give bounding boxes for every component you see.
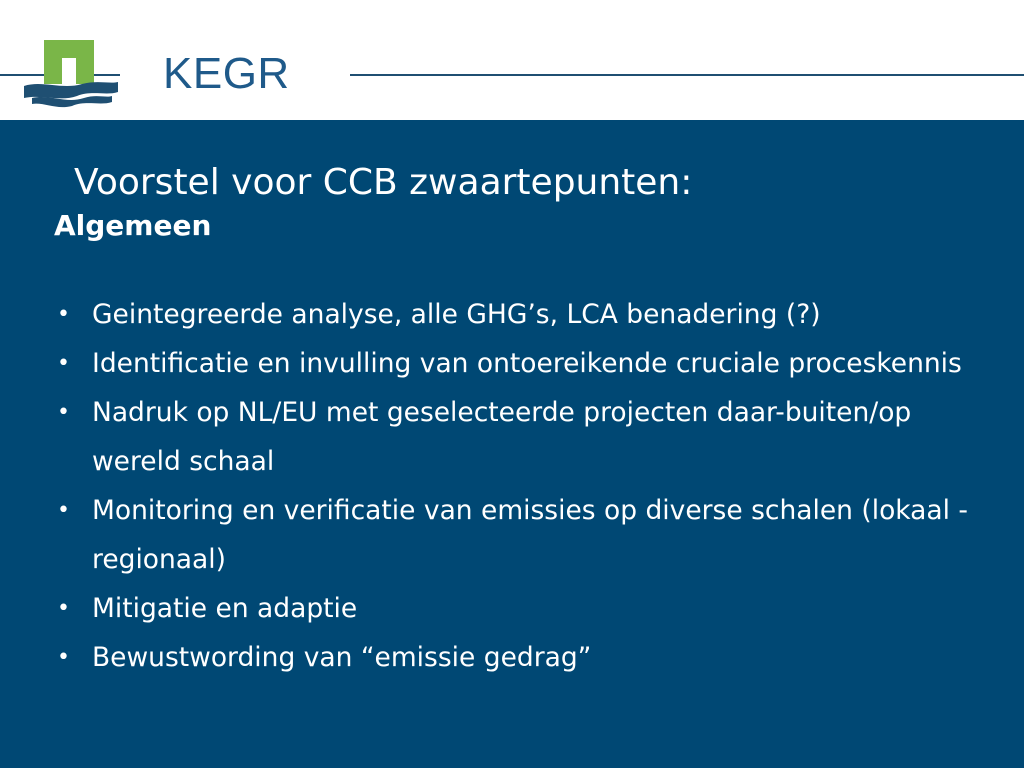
bullet-text: Mitigatie en adaptie xyxy=(92,593,358,624)
bullet-item xyxy=(54,290,1004,339)
brand-name: KEGR xyxy=(163,49,290,98)
header-divider-line xyxy=(350,74,1024,76)
bullet-icon: • xyxy=(57,400,70,425)
bullet-text: Monitoring en verificatie van emissies op diverse schalen (lokaal - regionaal) xyxy=(92,495,968,575)
bullet-list xyxy=(54,290,1004,682)
bullet-text: Bewustwording van “emissie gedrag” xyxy=(92,642,592,673)
content-panel xyxy=(0,120,1024,768)
bullet-text: Geintegreerde analyse, alle GHG’s, LCA benadering (?) xyxy=(92,299,821,330)
bullet-icon: • xyxy=(57,351,70,376)
bullet-item xyxy=(54,584,1004,633)
bullet-icon: • xyxy=(57,645,70,670)
slide-title: Voorstel voor CCB zwaartepunten: xyxy=(74,162,693,203)
bullet-text: Nadruk op NL/EU met geselecteerde projecten daar-buiten/op wereld schaal xyxy=(92,397,912,477)
bullet-item xyxy=(54,486,1004,584)
bullet-icon: • xyxy=(57,498,70,523)
bullet-item xyxy=(54,388,1004,486)
bullet-icon: • xyxy=(57,302,70,327)
bullet-icon: • xyxy=(57,596,70,621)
kegr-logo-icon xyxy=(22,40,122,110)
bullet-item xyxy=(54,339,1004,388)
bullet-text: Identificatie en invulling van ontoereikende cruciale proceskennis xyxy=(92,348,962,379)
bullet-item xyxy=(54,633,1004,682)
slide-header xyxy=(0,0,1024,120)
section-heading: Algemeen xyxy=(54,209,212,242)
